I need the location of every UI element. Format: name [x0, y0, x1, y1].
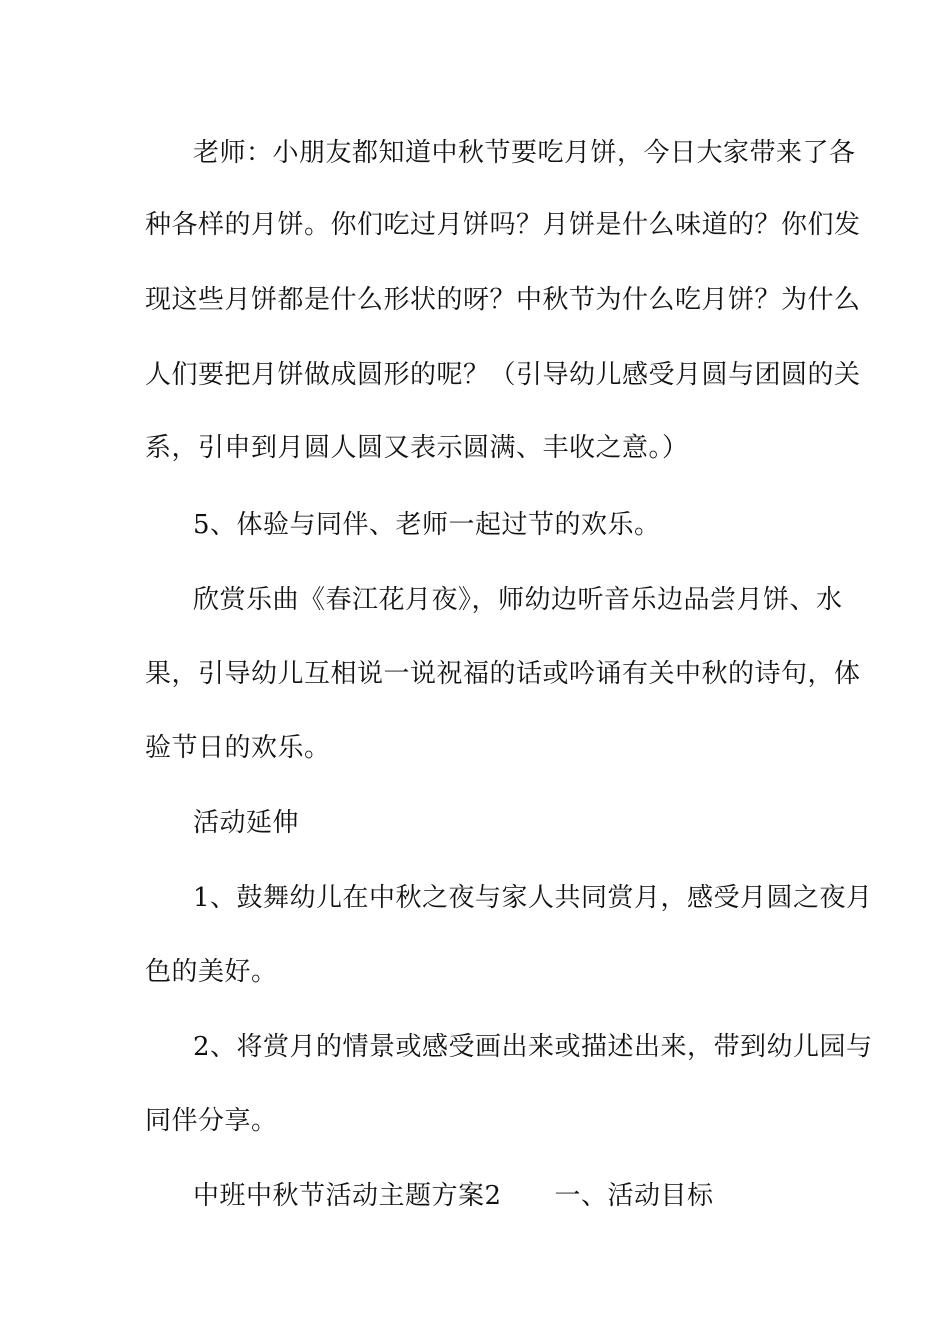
paragraph-line: 色的美好。: [145, 957, 278, 987]
paragraph-line: 现这些月饼都是什么形状的呀？中秋节为什么吃月饼？为什么: [145, 285, 861, 315]
paragraph-line: 果，引导幼儿互相说一说祝福的话或吟诵有关中秋的诗句，体: [145, 659, 861, 689]
paragraph-line: 5、体验与同伴、老师一起过节的欢乐。: [193, 510, 661, 540]
paragraph-line: 同伴分享。: [145, 1106, 278, 1136]
section-heading: 中班中秋节活动主题方案2 一、活动目标: [193, 1181, 714, 1211]
paragraph-line: 验节日的欢乐。: [145, 733, 331, 763]
paragraph-line: 2、将赏月的情景或感受画出来或描述出来，带到幼儿园与: [193, 1032, 873, 1062]
paragraph-line: 系，引申到月圆人圆又表示圆满、丰收之意。）: [145, 433, 689, 463]
paragraph-line: 老师：小朋友都知道中秋节要吃月饼，今日大家带来了各: [193, 138, 856, 168]
paragraph-line: 欣赏乐曲《春江花月夜》，师幼边听音乐边品尝月饼、水: [193, 585, 843, 615]
paragraph-line: 人们要把月饼做成圆形的呢？（引导幼儿感受月圆与团圆的关: [145, 360, 861, 390]
section-heading: 活动延伸: [193, 808, 300, 838]
paragraph-line: 种各样的月饼。你们吃过月饼吗？月饼是什么味道的？你们发: [145, 210, 861, 240]
paragraph-line: 1、鼓舞幼儿在中秋之夜与家人共同赏月，感受月圆之夜月: [193, 883, 873, 913]
